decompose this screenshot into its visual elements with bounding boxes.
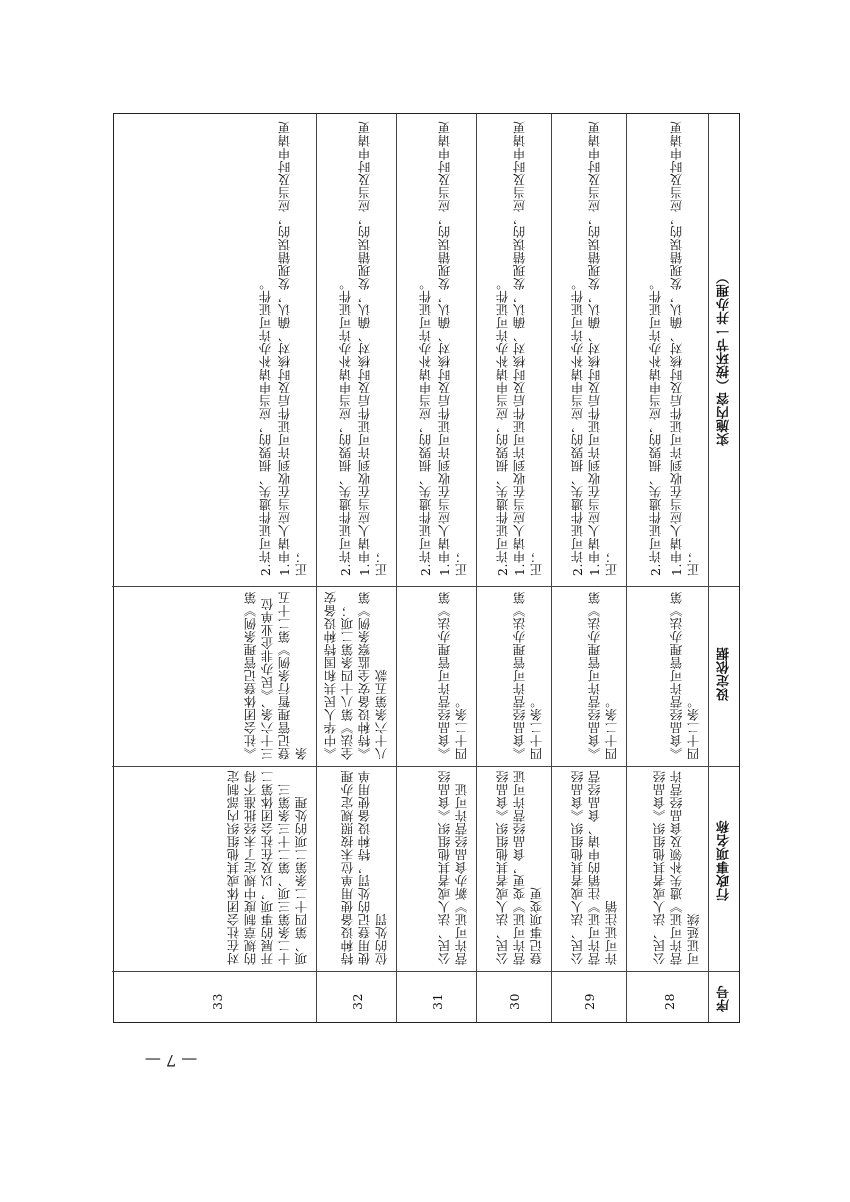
header-content-cell: [709, 112, 739, 587]
table-row: [317, 114, 397, 1022]
table-row: [477, 114, 552, 1022]
table-row: [397, 114, 477, 1022]
table-row: [112, 114, 317, 1022]
row-content-1: 1.申请人应当在收到许可证件后及时核对、确认，发现错误的，应当及时申请更正；: [669, 121, 701, 576]
row-matter: 公民、法人或者其他组织《食品经营许可证》遗失补领及食品经营许可证延续: [652, 770, 701, 965]
header-seq: 序号: [717, 985, 732, 1012]
row-matter: 对在社会团体或其他组织内部制定的规章制度中规定了未经批准不得开展的事项，以及在社会团体第二十二条第三项、第二十三条第三项、第四十二条第二项的处理: [226, 770, 309, 965]
header-content: 实施内容（按环节一并办理）: [717, 270, 732, 446]
header-basis-cell: [709, 587, 739, 767]
row-content-1: 1.申请人应当在收到许可证件后及时核对、确认，发现错误的，应当及时申请更正；: [512, 121, 544, 576]
row-seq: 31: [430, 993, 445, 1010]
row-basis: 《食品经营许可管理办法》第四十二条。: [669, 591, 701, 760]
row-content-1: 1.申请人应当在收到许可证件后及时核对、确认，发现错误的，应当及时申请更正；: [587, 121, 619, 576]
table-row: [552, 114, 627, 1022]
row-basis: 《食品经营许可管理办法》第四十二条。: [437, 591, 469, 760]
row-content-2: 2.许可证件遗失、损毁的，应当申请补办许可证件。: [648, 277, 663, 576]
row-content-2: 2.许可证件遗失、损毁的，应当申请补办许可证件。: [338, 277, 353, 576]
row-content-1: 1.申请人应当在收到许可证件后及时核对、确认，发现错误的，应当及时申请更正；: [437, 121, 469, 576]
row-matter: 特种设备使用单位未按照规定办理使用登记的处罚，特种设备使用单位的处罚: [340, 770, 389, 965]
row-basis: 《中华人民共和国特种设备安全法》第八十四条第二项；《特种设备安全监察条例》第八十六条第五款: [323, 591, 389, 760]
row-seq: 29: [582, 993, 597, 1010]
row-content-2: 2.许可证件遗失、损毁的，应当申请补办许可证件。: [570, 277, 585, 576]
row-seq: 32: [350, 993, 365, 1010]
header-matter-cell: [709, 767, 739, 972]
row-matter: 公民、法人或者其他组织《食品经营许可证》变更，食品经营许可证登记事项变更: [495, 770, 544, 965]
header-matter: 行政事项名称: [717, 820, 732, 901]
page-number: — 7 —: [144, 1051, 198, 1070]
header-strip: [709, 114, 739, 1022]
row-matter: 公民、法人或者其他组织《食品经营许可证》注销的申请、食品经营许可证注销: [570, 770, 619, 965]
row-content-1: 1.申请人应当在收到许可证件后及时核对、确认，发现错误的，应当及时申请更正；: [357, 121, 389, 576]
row-content-2: 2.许可证件遗失、损毁的，应当申请补办许可证件。: [258, 277, 273, 576]
row-seq: 33: [210, 993, 225, 1010]
table-row: [627, 114, 709, 1022]
row-seq: 28: [662, 993, 677, 1010]
row-seq: 30: [507, 993, 522, 1010]
header-seq-cell: [709, 972, 739, 1022]
header-basis: 设定依据: [717, 647, 732, 701]
row-content-2: 2.许可证件遗失、损毁的，应当申请补办许可证件。: [495, 277, 510, 576]
row-matter: 公民、法人或者其他组织《食品经营许可证》新办食品经营许可证: [437, 770, 469, 965]
row-basis: 《社会团体登记管理条例》第三十六条、《民办非企业单位登记管理暂行条例》第二十五条: [243, 591, 309, 760]
row-content-2: 2.许可证件遗失、损毁的，应当申请补办许可证件。: [418, 277, 433, 576]
permit-table: [113, 113, 740, 1023]
row-basis: 《食品经营许可管理办法》第四十二条。: [587, 591, 619, 760]
row-basis: 《食品经营许可管理办法》第四十二条。: [512, 591, 544, 760]
row-content-1: 1.申请人应当在收到许可证件后及时核对、确认，发现错误的，应当及时申请更正；: [277, 121, 309, 576]
